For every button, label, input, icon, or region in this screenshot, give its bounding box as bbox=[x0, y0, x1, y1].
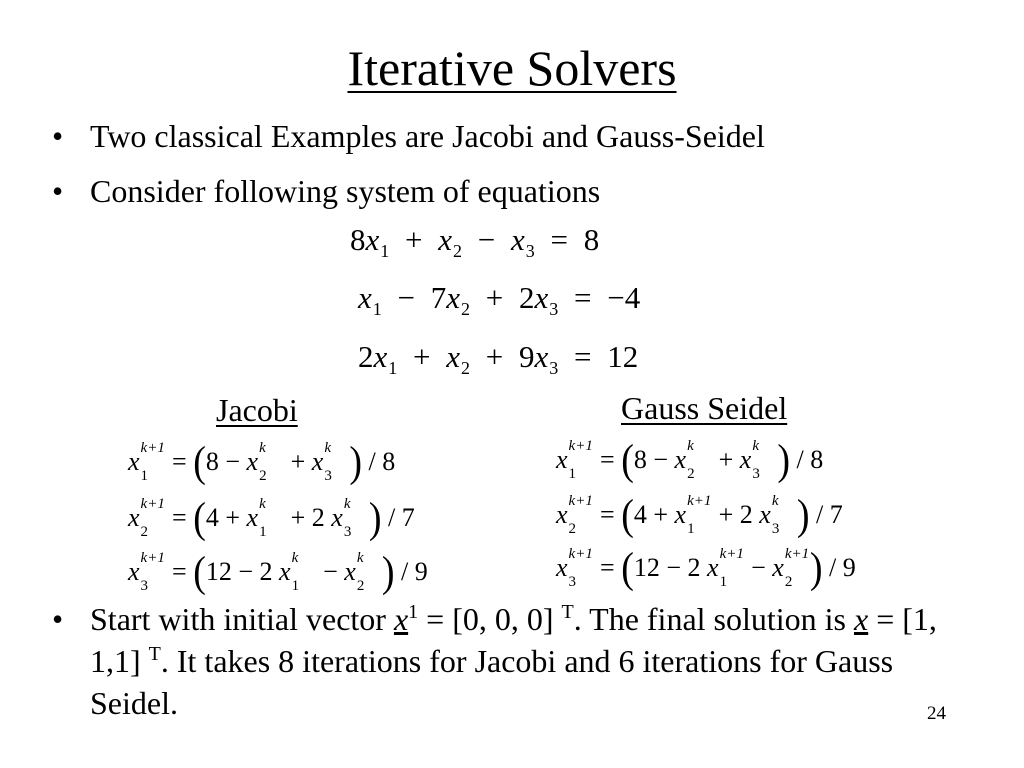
equation-1: $8x_1 + x_2 - x_3 = 8$ bbox=[350, 222, 600, 261]
equation-2: $x_1 - 7x_2 + 2x_3 = -4$ bbox=[358, 280, 641, 319]
bullet-text: Two classical Examples are Jacobi and Gauss-Seidel bbox=[90, 118, 765, 154]
jacobi-label: Jacobi bbox=[216, 392, 298, 428]
bullet-marker: • bbox=[52, 601, 64, 637]
page-number: 24 bbox=[927, 703, 946, 724]
bullet-marker: • bbox=[52, 173, 64, 209]
slide-title: Iterative Solvers bbox=[347, 40, 677, 96]
gauss-seidel-label: Gauss Seidel bbox=[621, 390, 788, 426]
bullet-marker: • bbox=[52, 118, 64, 154]
jacobi-formula-3: x k+1 3 = (12 − 2 x k 1 − x k 2 ) / 9 bbox=[128, 547, 428, 597]
bullet-text: Consider following system of equations bbox=[90, 173, 601, 209]
gauss-seidel-formula-2: x k+1 2 = (4 + x k+1 1 + 2 x k 3 ) / 7 bbox=[556, 490, 843, 540]
jacobi-formula-1: x k+1 1 = (8 − x k 2 + x k 3 ) / 8 bbox=[128, 437, 396, 487]
gauss-seidel-formula-3: x k+1 3 = (12 − 2 x k+1 1 − x k+1 2 ) / 9 bbox=[556, 543, 856, 593]
bullet-text: Start with initial vector $x^1 = [0$, 0, 0] $^T$. The final solution is x = [1, 1,1] $^T$. It takes 8 iterations for Jacobi and 6 iterations for Gauss Seidel. bbox=[90, 601, 937, 721]
gauss-seidel-formula-1: x k+1 1 = (8 − x k 2 + x k 3 ) / 8 bbox=[556, 435, 824, 485]
jacobi-formula-2: x k+1 2 = (4 + x k 1 + 2 x k 3 ) / 7 bbox=[128, 493, 415, 543]
equation-3: $2x_1 + x_2 + 9x_3 = 12$ bbox=[358, 339, 639, 378]
